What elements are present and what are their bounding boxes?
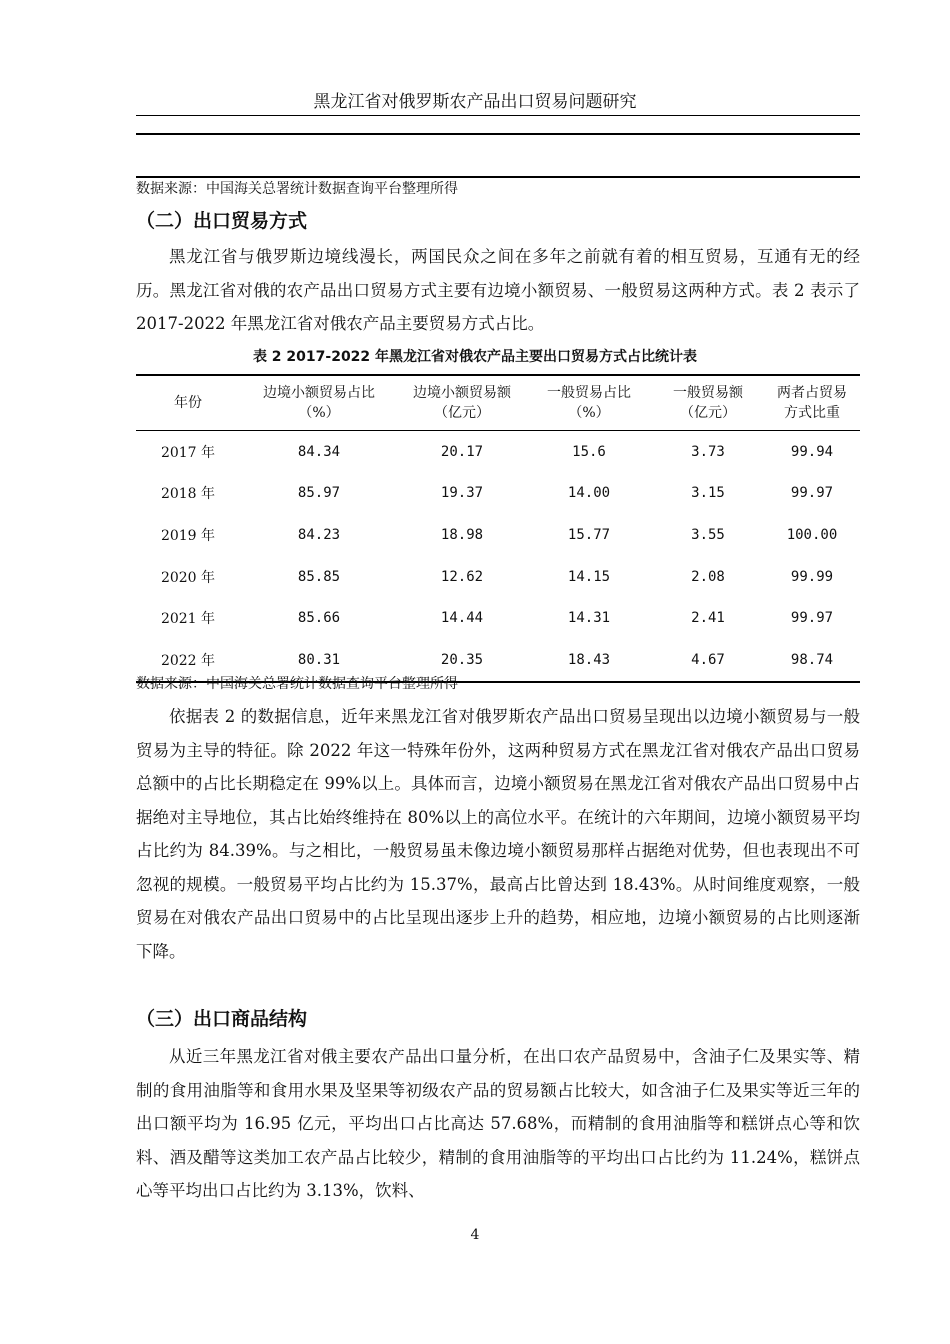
cell-year: 2018 年 [160,486,216,503]
cell-border-share: 85.66 [297,610,341,627]
section-heading-trade-mode: （二）出口贸易方式 [136,210,308,232]
table-row [136,473,860,515]
cell-combined-share: 100.00 [786,526,838,543]
header-border-amount: 边境小额贸易额 （亿元） [398,375,526,431]
cell-combined-share: 99.97 [790,485,834,502]
paragraph-trade-mode: 黑龙江省与俄罗斯边境线漫长，两国民众之间在多年之前就有着的相互贸易，互通有无的经历。黑龙江省对俄的农产品出口贸易方式主要有边境小额贸易、一般贸易这两种方式。表 2 表示了 2017-2022 年黑龙江省对俄农产品主要贸易方式占比。 [136,247,860,333]
header-rule [136,115,860,116]
data-source-note: 数据来源：中国海关总署统计数据查询平台整理所得 [136,181,458,197]
cell-general-amount: 2.41 [691,610,725,627]
cell-border-amount: 20.35 [440,651,484,668]
cell-border-share: 80.31 [297,651,341,668]
table-row [136,597,860,639]
cell-year: 2017 年 [160,444,216,461]
cell-general-amount: 4.67 [691,651,725,668]
cell-combined-share: 99.97 [790,610,834,627]
table-row [136,514,860,556]
cell-border-amount: 19.37 [440,485,484,502]
cell-border-amount: 18.98 [440,526,484,543]
header-general-share: 一般贸易占比 （%） [526,375,652,431]
cell-border-amount: 20.17 [440,443,484,460]
cell-general-share: 14.15 [567,568,611,585]
cell-combined-share: 99.94 [790,443,834,460]
header-year: 年份 [136,375,240,431]
header-border-share: 边境小额贸易占比 （%） [240,375,398,431]
cell-border-share: 84.34 [297,443,341,460]
cell-general-share: 14.00 [567,485,611,502]
cell-general-amount: 2.08 [691,568,725,585]
prev-table-bottom-rule [136,176,860,178]
cell-general-amount: 3.15 [691,485,725,502]
table-header-row [136,375,860,431]
header-general-amount: 一般贸易额 （亿元） [652,375,764,431]
cell-border-share: 84.23 [297,526,341,543]
cell-general-share: 15.77 [567,526,611,543]
paragraph-analysis: 依据表 2 的数据信息，近年来黑龙江省对俄罗斯农产品出口贸易呈现出以边境小额贸易与一般贸易为主导的特征。除 2022 年这一特殊年份外，这两种贸易方式在黑龙江省对俄农产品出口贸易总额中的占比长期稳定在 99%以上。具体而言，边境小额贸易在黑龙江省对俄农产品出口贸易中占据绝对主导地位，其占比始终维持在 80%以上的高位水平。在统计的六年期间，边境小额贸易平均占比约为 84.39%。与之相比，一般贸易虽未像边境小额贸易那样占据绝对优势，但也表现出不可忽视的规模。一般贸易平均占比约为 15.37%，最高占比曾达到 18.43%。从时间维度观察，一般贸易在对俄农产品出口贸易中的占比呈现出逐步上升的趋势，相应地，边境小额贸易的占比则逐渐下降。 [136,707,860,961]
cell-year: 2022 年 [160,652,216,669]
cell-year: 2019 年 [160,527,216,544]
cell-border-amount: 12.62 [440,568,484,585]
cell-border-share: 85.97 [297,485,341,502]
cell-general-amount: 3.73 [691,443,725,460]
cell-combined-share: 98.74 [790,651,834,668]
cell-border-amount: 14.44 [440,610,484,627]
table-row [136,431,860,473]
prev-table-rule [136,133,860,135]
table-caption: 表 2 2017-2022 年黑龙江省对俄农产品主要出口贸易方式占比统计表 [252,349,698,365]
cell-general-amount: 3.55 [691,526,725,543]
table-source-note: 数据来源：中国海关总署统计数据查询平台整理所得 [136,676,458,692]
trade-mode-table [136,374,860,683]
header-combined-share: 两者占贸易 方式比重 [764,375,860,431]
cell-general-share: 15.6 [572,443,606,460]
cell-general-share: 18.43 [567,651,611,668]
cell-year: 2020 年 [160,569,216,586]
page-number: 4 [470,1227,480,1243]
running-header: 黑龙江省对俄罗斯农产品出口贸易问题研究 [313,92,637,112]
paragraph-product-structure: 从近三年黑龙江省对俄主要农产品出口量分析，在出口农产品贸易中，含油子仁及果实等、精制的食用油脂等和食用水果及坚果等初级农产品的贸易额占比较大，如含油子仁及果实等近三年的出口额平均为 16.95 亿元，平均出口占比高达 57.68%，而精制的食用油脂等和糕饼点心等和饮料、酒及醋等这类加工农产品占比较少，精制的食用油脂等的平均出口占比约为 11.24%，糕饼点心等平均出口占比约为 3.13%，饮料、 [136,1047,860,1200]
table-row [136,556,860,598]
cell-border-share: 85.85 [297,568,341,585]
cell-year: 2021 年 [160,611,216,628]
section-heading-product-structure: （三）出口商品结构 [136,1008,308,1030]
cell-combined-share: 99.99 [790,568,834,585]
cell-general-share: 14.31 [567,610,611,627]
